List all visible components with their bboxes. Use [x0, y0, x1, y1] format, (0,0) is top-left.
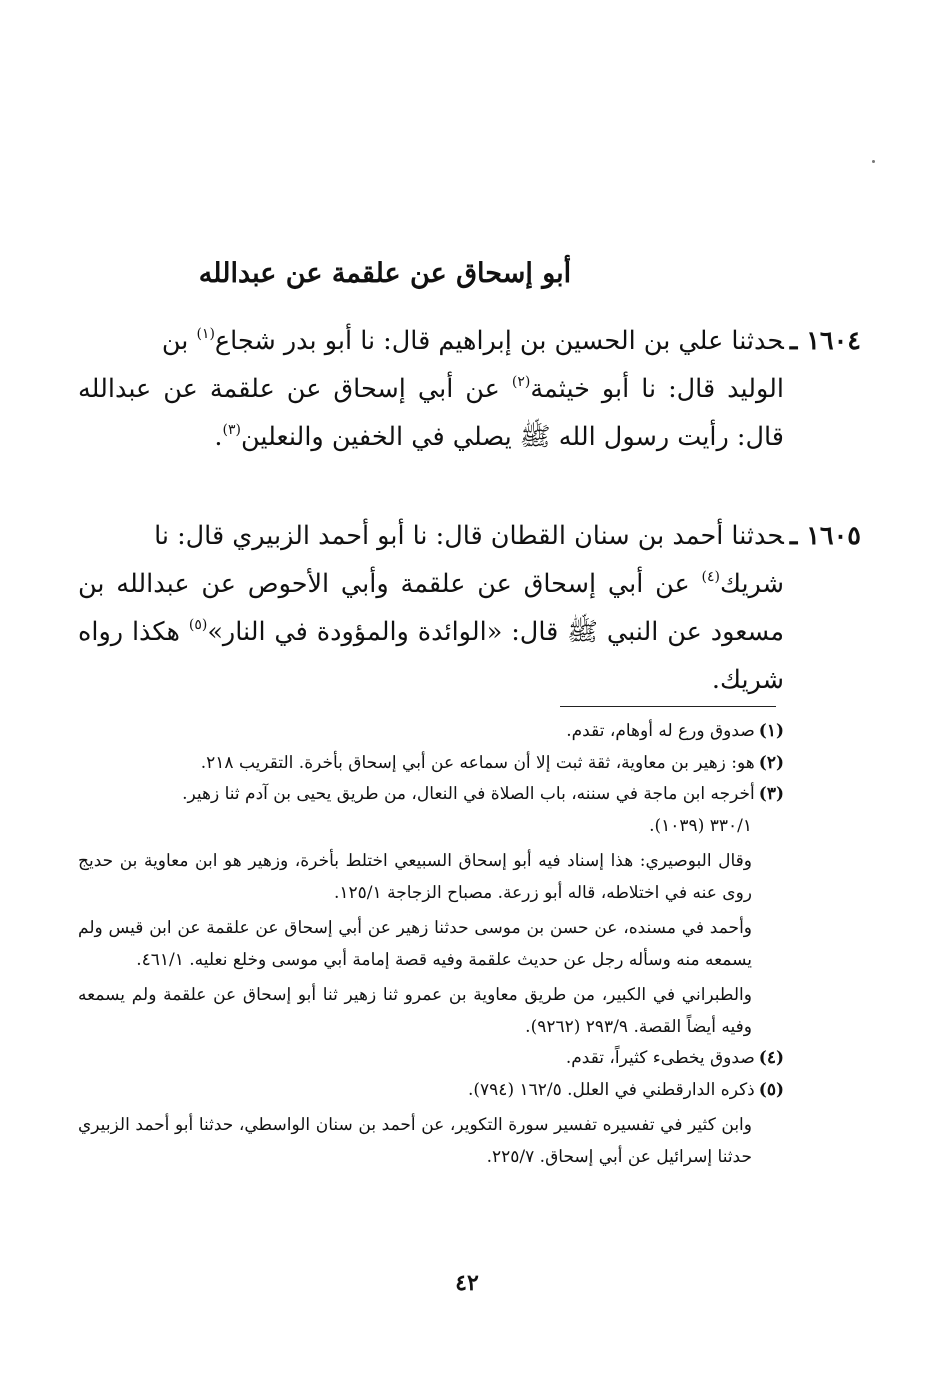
hadith-text: بن — [161, 326, 197, 356]
hadith-text: الوليد قال: نا أبو خيثمة — [530, 374, 784, 404]
footnote-text: صدوق يخطىء كثيراً، تقدم. — [565, 1048, 755, 1068]
footnote-3-tabarani: والطبراني في الكبير، من طريق معاوية بن عمرو ثنا زهير ثنا أبو إسحاق عن علقمة ولم يسمعه وفيه أيضاً القصة. ٢٩٣/٩ (٩٢٦٢). — [78, 985, 752, 1037]
scan-speck — [872, 160, 875, 163]
hadith-number: ١٦٠٥ ـ — [789, 521, 861, 551]
hadith-text: عن أبي إسحاق عن علقمة عن عبدالله قال: رأيت رسول الله ﷺ يصلي في الخفين والنعلين — [78, 374, 784, 452]
footnote-marker: (٢) — [758, 752, 784, 773]
footnote-text: ذكره الدارقطني في العلل. ١٦٢/٥ (٧٩٤). — [467, 1079, 755, 1100]
footnote-ref-1[interactable]: (١) — [196, 326, 215, 342]
hadith-1605 — [78, 512, 861, 704]
hadith-text: هكذا رواه شريك. — [78, 617, 784, 695]
footnote-1 — [78, 716, 784, 748]
hadith-text: . — [214, 422, 223, 452]
hadith-text: حدثنا أحمد بن سنان القطان قال: نا أبو أحمد الزبيري قال: نا — [154, 521, 784, 551]
hadith-1604 — [78, 317, 861, 461]
footnote-ref-4[interactable]: (٤) — [701, 569, 720, 585]
footnote-divider — [560, 706, 776, 707]
hadith-1604-first-line — [78, 317, 861, 365]
hadith-number: ١٦٠٤ ـ — [789, 326, 861, 356]
hadith-1605-first-line — [78, 512, 861, 560]
footnote-ref-5[interactable]: (٥) — [188, 617, 208, 633]
section-heading: أبو إسحاق عن علقمة عن عبدالله — [198, 258, 572, 289]
footnote-marker: (٥) — [758, 1079, 784, 1100]
footnote-5-ibn-kathir: وابن كثير في تفسيره تفسير سورة التكوير، عن أحمد بن سنان الواسطي، حدثنا أبو أحمد الزبيري حدثنا إسرائيل عن أبي إسحاق. ٢٢٥/٧. — [78, 1115, 752, 1167]
hadith-text: شريك — [719, 569, 784, 599]
hadith-1605-body — [78, 560, 784, 704]
footnotes — [78, 716, 784, 1173]
footnote-3-reference: ٣٣٠/١ (١٠٣٩). — [649, 815, 752, 836]
footnote-marker: (٤) — [758, 1048, 784, 1068]
footnote-text: أخرجه ابن ماجة في سننه، باب الصلاة في النعال، من طريق يحيى بن آدم ثنا زهير. — [182, 784, 755, 804]
footnote-3-ahmad: وأحمد في مسنده، عن حسن بن موسى حدثنا زهير عن أبي إسحاق عن علقمة عن ابن قيس ولم يسمعه منه وسأله رجل عن حديث علقمة وفيه قصة إمامة أبي موسى وخلع نعليه. ٤٦١/١. — [78, 918, 752, 970]
footnote-5 — [78, 1075, 784, 1107]
hadith-1604-body — [78, 365, 784, 461]
footnote-3-busiri: وقال البوصيري: هذا إسناد فيه أبو إسحاق السبيعي اختلط بأخرة، وزهير هو ابن معاوية بن حديج روى عنه في اختلاطه، قاله أبو زرعة. مصباح الزجاجة ١٢٥/١. — [78, 851, 752, 903]
footnote-2 — [78, 748, 784, 780]
footnote-ref-3[interactable]: (٣) — [222, 422, 241, 438]
footnote-marker: (٣) — [758, 784, 784, 804]
hadith-text: حدثنا علي بن الحسين بن إبراهيم قال: نا أبو بدر شجاع — [214, 326, 784, 356]
footnote-4 — [78, 1043, 784, 1075]
footnote-text: صدوق ورع له أوهام، تقدم. — [566, 721, 755, 741]
footnote-text: هو: زهير بن معاوية، ثقة ثبت إلا أن سماعه عن أبي إسحاق بأخرة. التقريب ٢١٨. — [200, 752, 755, 773]
footnote-ref-2[interactable]: (٢) — [511, 374, 531, 390]
hadith-text: عن أبي إسحاق عن علقمة وأبي الأحوص عن عبدالله بن مسعود عن النبي ﷺ قال: «الوائدة والمؤودة في النار» — [78, 569, 784, 647]
footnote-marker: (١) — [758, 721, 784, 741]
page-number: ٤٢ — [455, 1270, 479, 1296]
footnote-3 — [78, 779, 784, 811]
